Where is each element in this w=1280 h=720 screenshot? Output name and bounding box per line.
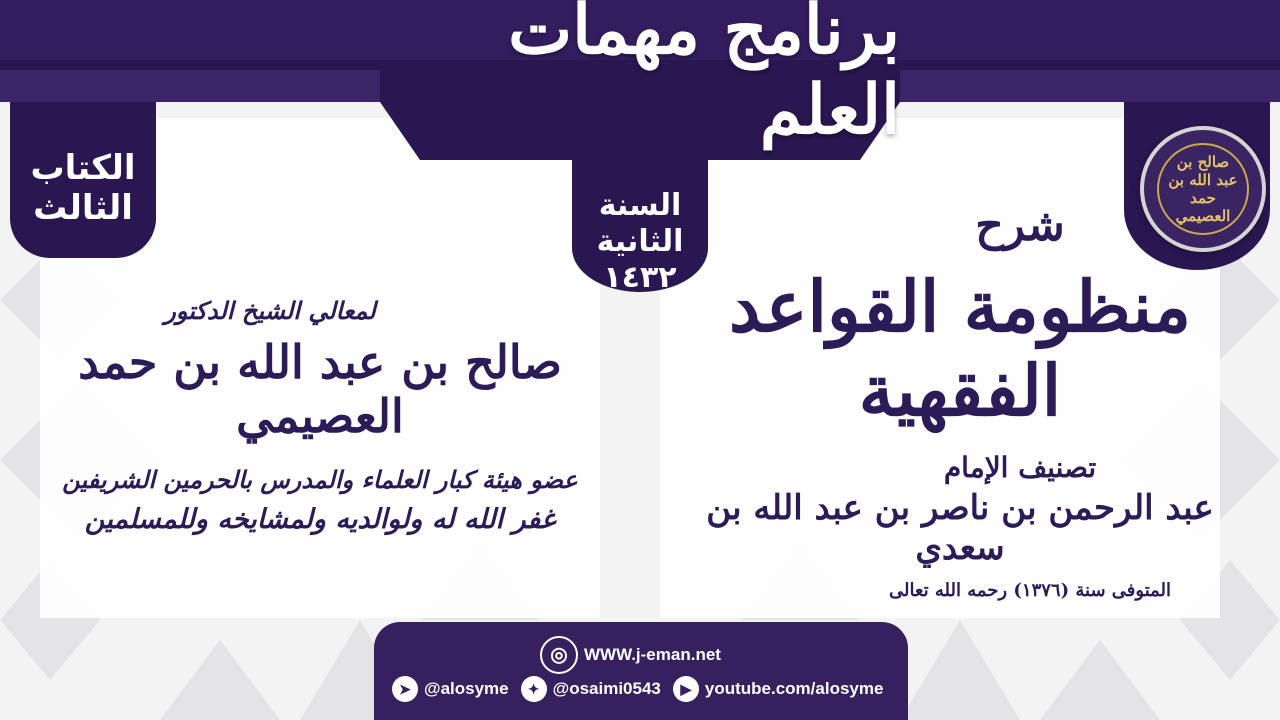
year-line-2: الثانية — [596, 224, 684, 259]
telegram-icon: ➤ — [392, 676, 418, 702]
year-line-1: السنة — [598, 188, 682, 223]
twitter-handle[interactable]: @osaimi0543 — [552, 679, 661, 698]
year-line-3: ١٤٣٢ — [603, 260, 677, 295]
sheikh-honorific: لمعالي الشيخ الدكتور — [164, 296, 376, 325]
sheikh-name: صالح بن عبد الله بن حمد العصيمي — [78, 335, 562, 443]
book-line-1: الكتاب — [30, 148, 136, 188]
seal-calligraphy: صالح بن عبد الله بن حمد العصيمي — [1157, 143, 1249, 235]
author-name: عبد الرحمن بن ناصر بن عبد الله بن سعدي — [706, 488, 1214, 568]
book-title: منظومة القواعد الفقهية — [729, 265, 1191, 432]
author-prefix: تصنيف الإمام — [943, 451, 1097, 484]
social-row — [392, 676, 895, 702]
sheikh-role: عضو هيئة كبار العلماء والمدرس بالحرمين الشريفين — [62, 465, 578, 494]
youtube-icon: ▶ — [673, 676, 699, 702]
author-death-note: المتوفى سنة (١٣٧٦) رحمه الله تعالى — [888, 580, 1172, 601]
website-row — [540, 636, 721, 674]
book-badge — [18, 148, 148, 228]
telegram-item[interactable] — [392, 676, 509, 702]
globe-icon: ◎ — [540, 636, 578, 674]
program-title: برنامج مهمات العلم — [508, 0, 900, 150]
dua-text: غفر الله له ولوالديه ولمشايخه وللمسلمين — [84, 504, 556, 535]
sheikh-info — [60, 296, 580, 535]
sharh-label: شرح — [975, 200, 1065, 251]
book-line-2: الثالث — [33, 188, 133, 228]
book-info — [660, 200, 1260, 601]
telegram-handle[interactable]: @alosyme — [424, 679, 509, 698]
youtube-link[interactable]: youtube.com/alosyme — [704, 679, 884, 698]
twitter-item[interactable] — [521, 676, 661, 702]
youtube-item[interactable] — [673, 676, 884, 702]
website-link[interactable]: WWW.j-eman.net — [584, 645, 721, 664]
twitter-icon: ✦ — [521, 676, 547, 702]
